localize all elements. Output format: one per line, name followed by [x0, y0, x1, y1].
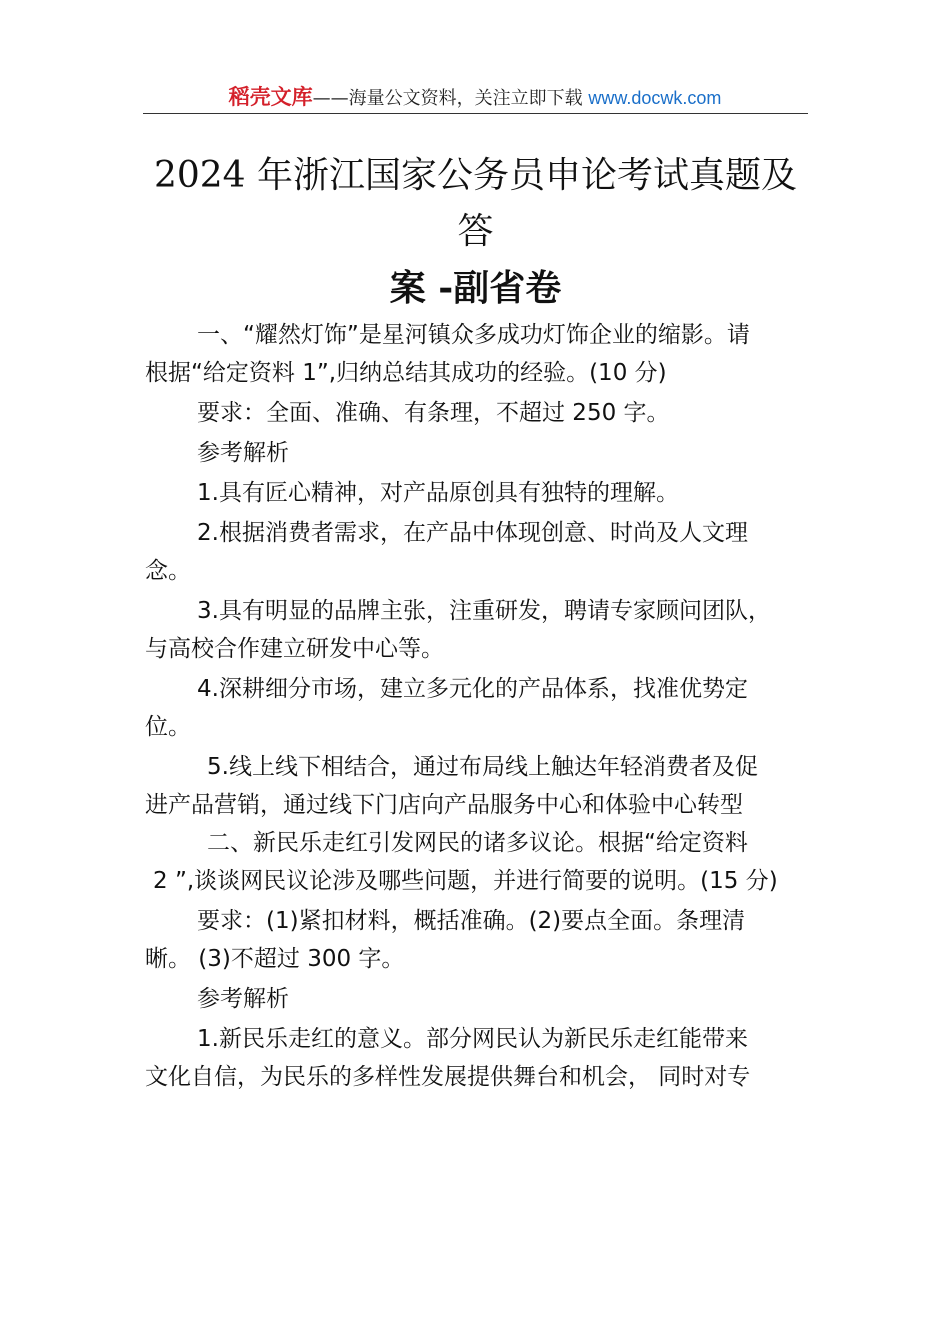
- document-body: [145, 316, 810, 1096]
- reference-analysis-heading-2: 参考解析: [197, 986, 289, 1012]
- brand-logo-text[interactable]: 稻壳文库: [228, 85, 313, 109]
- answer-1-point-2-line-1: 2.根据消费者需求，在产品中体现创意、时尚及人文理: [197, 520, 748, 546]
- answer-1-point-4-line-1: 4.深耕细分市场，建立多元化的产品体系，找准优势定: [197, 676, 748, 702]
- question-2-requirement-line-2: 晰。 (3)不超过 300 字。: [145, 946, 405, 972]
- title-line-2: 案 -副省卷: [389, 267, 562, 309]
- header-tagline: ——海量公文资料，关注立即下载: [312, 88, 583, 109]
- reference-analysis-heading-1: 参考解析: [197, 440, 289, 466]
- question-1-line-1: 一、“耀然灯饰”是星河镇众多成功灯饰企业的缩影。请: [197, 322, 750, 348]
- document-header: [0, 84, 950, 112]
- answer-2-point-1-line-2: 文化自信，为民乐的多样性发展提供舞台和机会， 同时对专: [145, 1064, 751, 1090]
- answer-1-point-4-line-2: 位。: [145, 714, 191, 740]
- question-1-requirement: 要求：全面、准确、有条理，不超过 250 字。: [197, 400, 670, 426]
- answer-1-point-5-line-1: 5.线上线下相结合，通过布局线上触达年轻消费者及促: [207, 754, 758, 780]
- answer-1-point-1: 1.具有匠心精神，对产品原创具有独特的理解。: [197, 480, 679, 506]
- answer-2-point-1-line-1: 1.新民乐走红的意义。部分网民认为新民乐走红能带来: [197, 1026, 748, 1052]
- title-line-1: 2024 年浙江国家公务员申论考试真题及答: [153, 155, 798, 252]
- question-2-requirement-line-1: 要求：(1)紧扣材料，概括准确。(2)要点全面。条理清: [197, 908, 746, 934]
- answer-1-point-5-line-2: 进产品营销，通过线下门店向产品服务中心和体验中心转型: [145, 792, 743, 818]
- question-1-line-2: 根据“给定资料 1”,归纳总结其成功的经验。(10 分): [145, 360, 667, 386]
- question-2-line-1: 二、新民乐走红引发网民的诸多议论。根据“给定资料: [207, 830, 748, 856]
- site-link[interactable]: www.docwk.com: [588, 88, 722, 108]
- answer-1-point-3-line-2: 与高校合作建立研发中心等。: [145, 636, 444, 662]
- answer-1-point-2-line-2: 念。: [145, 558, 191, 584]
- header-divider: [143, 113, 808, 114]
- page-title: [143, 148, 808, 316]
- answer-1-point-3-line-1: 3.具有明显的品牌主张，注重研发，聘请专家顾问团队，: [197, 598, 771, 624]
- question-2-line-2: 2 ”,谈谈网民议论涉及哪些问题，并进行简要的说明。(15 分): [153, 868, 778, 894]
